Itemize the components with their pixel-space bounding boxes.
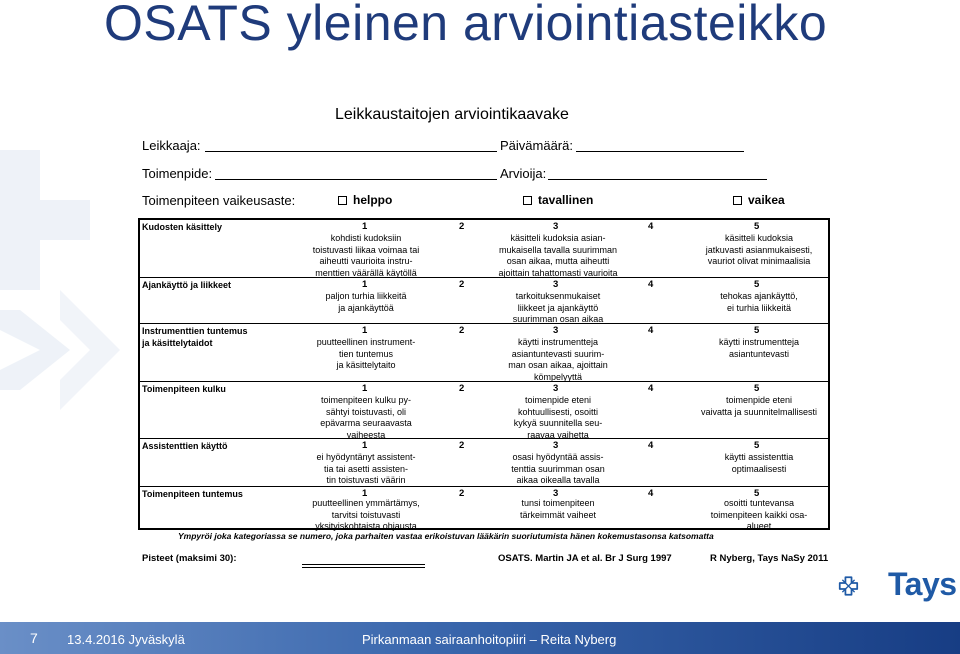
footer-organization: Pirkanmaan sairaanhoitopiiri – Reita Nyberg bbox=[362, 632, 617, 647]
score-1-description: puutteellinen instrument- tien tuntemus ja käsittelytaito bbox=[316, 337, 416, 371]
points-label: Pisteet (maksimi 30): bbox=[142, 553, 237, 564]
scale-row-procedure-knowledge bbox=[140, 486, 828, 530]
score-5[interactable]: 5 bbox=[754, 221, 760, 232]
score-1[interactable]: 1 bbox=[362, 488, 368, 499]
score-5-description: toimenpide eteni vaivatta ja suunnitelmallisesti bbox=[700, 395, 818, 417]
score-4[interactable]: 4 bbox=[648, 221, 654, 232]
score-5-description: osoitti tuntevansa toimenpiteen kaikki osa- alueet bbox=[710, 498, 808, 532]
category-label: Instrumenttien tuntemus ja käsittelytaidot bbox=[142, 326, 248, 348]
score-5[interactable]: 5 bbox=[754, 279, 760, 290]
score-3[interactable]: 3 bbox=[553, 279, 559, 290]
score-2[interactable]: 2 bbox=[459, 440, 465, 451]
scale-row-time-motion bbox=[140, 277, 828, 325]
score-5-description: käytti instrumentteja asiantuntevasti bbox=[718, 337, 800, 359]
credit: R Nyberg, Tays NaSy 2011 bbox=[710, 553, 829, 564]
score-3-description: osasi hyödyntää assis- tenttia suurimman osan aikaa oikealla tavalla bbox=[511, 452, 605, 486]
footer-date-place: 13.4.2016 Jyväskylä bbox=[67, 632, 185, 647]
slide-title: OSATS yleinen arviointiasteikko bbox=[104, 0, 828, 51]
checkbox-icon[interactable] bbox=[733, 196, 742, 205]
category-label: Kudosten käsittely bbox=[142, 222, 223, 232]
category-label: Toimenpiteen tuntemus bbox=[142, 489, 243, 499]
surgeon-line bbox=[205, 151, 497, 152]
score-1[interactable]: 1 bbox=[362, 383, 368, 394]
citation: OSATS. Martin JA et al. Br J Surg 1997 bbox=[498, 553, 672, 564]
score-3-description: käytti instrumentteja asiantuntevasti suurim- man osan aikaa, ajoittain kömpelyyttä bbox=[508, 337, 608, 382]
date-label: Päivämäärä: bbox=[500, 138, 573, 153]
assessor-line bbox=[548, 179, 767, 180]
score-3-description: toimenpide eteni kohtuullisesti, osoitti kykyä suunnitella seu- raavaa vaihetta bbox=[513, 395, 603, 440]
scale-row-flow-of-operation bbox=[140, 381, 828, 438]
assessor-label: Arvioija: bbox=[500, 166, 547, 181]
scale-row-tissue-handling bbox=[140, 220, 828, 283]
score-5[interactable]: 5 bbox=[754, 325, 760, 336]
score-1-description: puutteellinen ymmärtämys, tarvitsi toistuvasti yksityiskohtaista ohjausta bbox=[312, 498, 420, 532]
score-4[interactable]: 4 bbox=[648, 279, 654, 290]
scale-row-instrument-knowledge bbox=[140, 323, 828, 380]
score-1-description: paljon turhia liikkeitä ja ajankäyttöä bbox=[325, 291, 407, 313]
score-5[interactable]: 5 bbox=[754, 488, 760, 499]
score-1[interactable]: 1 bbox=[362, 221, 368, 232]
date-line bbox=[576, 151, 744, 152]
score-3[interactable]: 3 bbox=[553, 221, 559, 232]
score-5-description: tehokas ajankäyttö, ei turhia liikkeitä bbox=[720, 291, 798, 313]
score-5[interactable]: 5 bbox=[754, 440, 760, 451]
points-line-1 bbox=[302, 564, 425, 565]
score-1[interactable]: 1 bbox=[362, 279, 368, 290]
score-2[interactable]: 2 bbox=[459, 325, 465, 336]
difficulty-label: Toimenpiteen vaikeusaste: bbox=[142, 193, 296, 208]
score-1-description: ei hyödyntänyt assistent- tia tai asetti assisten- tin toistuvasti väärin bbox=[316, 452, 416, 486]
points-line-2 bbox=[302, 567, 425, 568]
score-4[interactable]: 4 bbox=[648, 325, 654, 336]
difficulty-option-hard[interactable]: vaikea bbox=[733, 193, 785, 207]
scale-row-use-of-assistants bbox=[140, 438, 828, 488]
procedure-line bbox=[215, 179, 497, 180]
score-3-description: käsitteli kudoksia asian- mukaisella tavalla suurimman osan aikaa, mutta aiheutti ajoittain tahattomasti vaurioita bbox=[498, 233, 618, 278]
score-1-description: kohdisti kudoksiin toistuvasti liikaa voimaa tai aiheutti vaurioita instru- menttien väärällä käytöllä bbox=[312, 233, 420, 278]
score-1[interactable]: 1 bbox=[362, 440, 368, 451]
tays-cross-icon bbox=[838, 562, 886, 610]
category-label: Ajankäyttö ja liikkeet bbox=[142, 280, 232, 290]
footer-bar bbox=[0, 622, 960, 654]
category-label: Assistenttien käyttö bbox=[142, 441, 228, 451]
checkbox-icon[interactable] bbox=[338, 196, 347, 205]
score-2[interactable]: 2 bbox=[459, 383, 465, 394]
score-3-description: tunsi toimenpiteen tärkeimmät vaiheet bbox=[519, 498, 597, 520]
score-2[interactable]: 2 bbox=[459, 488, 465, 499]
category-label: Toimenpiteen kulku bbox=[142, 384, 226, 394]
score-4[interactable]: 4 bbox=[648, 440, 654, 451]
score-5-description: käsitteli kudoksia jatkuvasti asianmukaisesti, vauriot olivat minimaalisia bbox=[705, 233, 813, 267]
score-2[interactable]: 2 bbox=[459, 221, 465, 232]
score-3[interactable]: 3 bbox=[553, 440, 559, 451]
score-5-description: käytti assistenttia optimaalisesti bbox=[724, 452, 794, 474]
rating-scale-table bbox=[138, 218, 830, 530]
score-3-description: tarkoituksenmukaiset liikkeet ja ajankäyttö suurimman osan aikaa bbox=[512, 291, 604, 325]
score-4[interactable]: 4 bbox=[648, 488, 654, 499]
logo-text: Tays bbox=[888, 566, 957, 602]
difficulty-option-normal[interactable]: tavallinen bbox=[523, 193, 593, 207]
page-number: 7 bbox=[30, 630, 38, 646]
form-title: Leikkaustaitojen arviointikaavake bbox=[335, 106, 569, 123]
score-1[interactable]: 1 bbox=[362, 325, 368, 336]
score-1-description: toimenpiteen kulku py- sähtyi toistuvasti, oli epävarma seuraavasta vaiheesta bbox=[320, 395, 412, 440]
score-3[interactable]: 3 bbox=[553, 383, 559, 394]
score-3[interactable]: 3 bbox=[553, 488, 559, 499]
score-2[interactable]: 2 bbox=[459, 279, 465, 290]
instruction-note: Ympyröi joka kategoriassa se numero, joka parhaiten vastaa erikoistuvan lääkärin suoriutumista hänen kokemustasonsa katsomatta bbox=[178, 531, 714, 541]
score-5[interactable]: 5 bbox=[754, 383, 760, 394]
score-3[interactable]: 3 bbox=[553, 325, 559, 336]
procedure-label: Toimenpide: bbox=[142, 166, 213, 181]
difficulty-option-easy[interactable]: helppo bbox=[338, 193, 392, 207]
background-decoration bbox=[0, 140, 130, 440]
checkbox-icon[interactable] bbox=[523, 196, 532, 205]
score-4[interactable]: 4 bbox=[648, 383, 654, 394]
surgeon-label: Leikkaaja: bbox=[142, 138, 201, 153]
